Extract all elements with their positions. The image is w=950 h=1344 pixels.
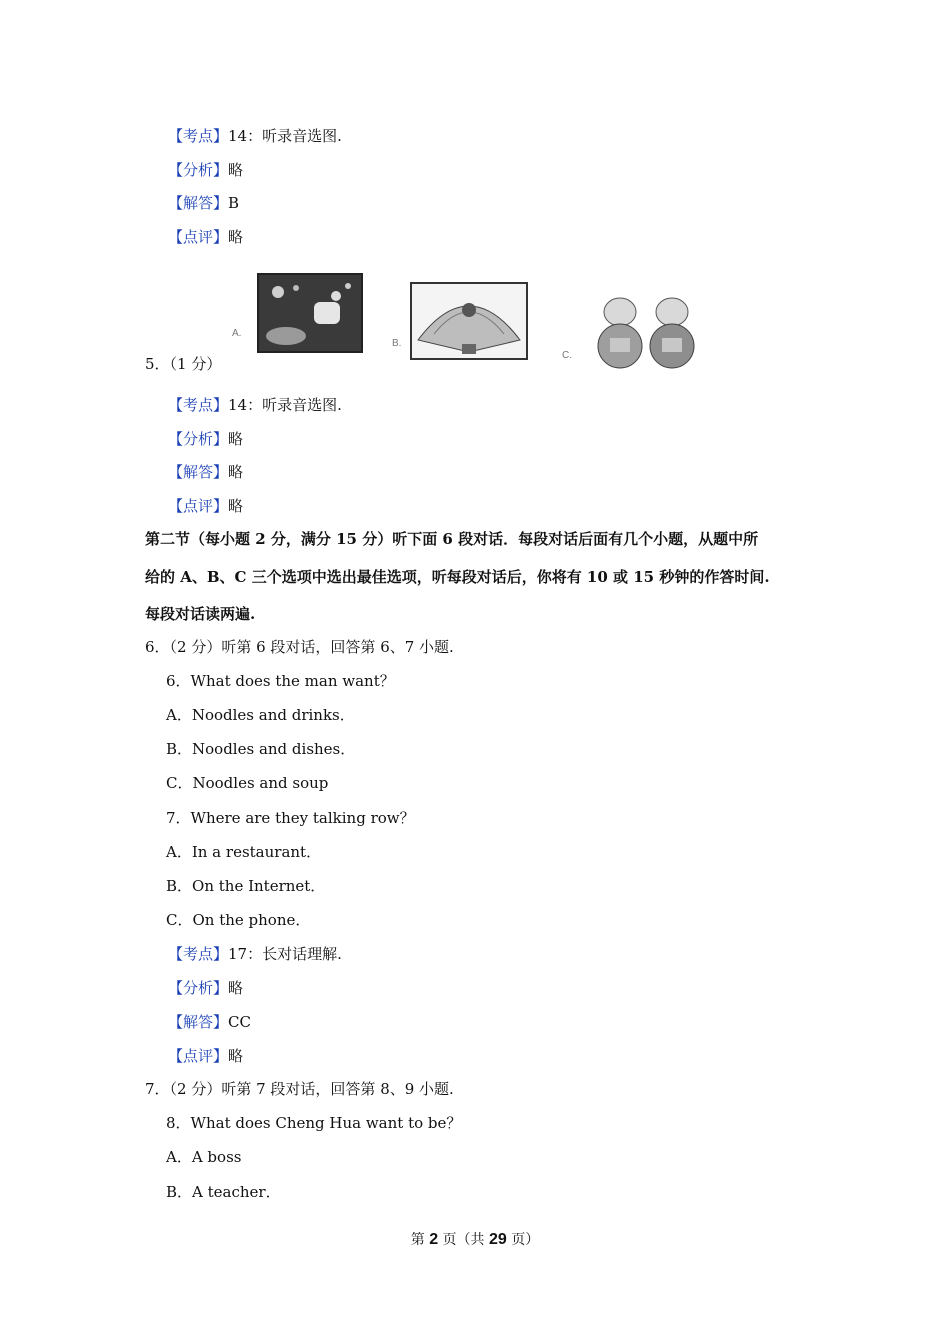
q7-sub8-question: 8．What does Cheng Hua want to be？	[166, 1114, 462, 1132]
q5-dianping: 【点评】略	[168, 497, 244, 515]
q5-option-a-label: A.	[232, 328, 242, 339]
q5-option-b-label: B.	[392, 338, 402, 349]
q6-sub7-question: 7．Where are they talking row？	[166, 809, 415, 827]
q4-kaodian: 【考点】14：听录音选图.	[168, 127, 342, 145]
q6-fenxi: 【分析】略	[168, 979, 244, 997]
clay-dolls-picture	[592, 294, 702, 370]
q6-sub7-option-b: B．On the Internet．	[166, 877, 326, 895]
q7-sub8-option-b: B．A teacher．	[166, 1183, 281, 1201]
lantern-picture	[256, 272, 364, 354]
section2-line1: 第二节（每小题 2 分，满分 15 分）听下面 6 段对话．每段对话后面有几个小题，从题中所	[145, 530, 759, 548]
q7-sub8-option-a: A．A boss	[166, 1148, 242, 1166]
q6-kaodian: 【考点】17：长对话理解.	[168, 945, 342, 963]
q4-dianping: 【点评】略	[168, 228, 244, 246]
q6-sub6-question: 6．What does the man want？	[166, 672, 395, 690]
q4-jieda: 【解答】B	[168, 194, 240, 212]
q5-kaodian: 【考点】14：听录音选图.	[168, 396, 342, 414]
q6-sub7-option-c: C．On the phone．	[166, 911, 311, 929]
q6-dianping: 【点评】略	[168, 1047, 244, 1065]
page-number: 2	[429, 1231, 439, 1248]
q6-sub6-option-a: A．Noodles and drinks．	[166, 706, 355, 724]
q5-fenxi: 【分析】略	[168, 430, 244, 448]
section2-line2: 给的 A、B、C 三个选项中选出最佳选项，听每段对话后，你将有 10 或 15 秒钟的作答时间.	[145, 568, 770, 586]
q5-label: 5．（1 分）	[145, 355, 222, 373]
section2-line3: 每段对话读两遍.	[145, 605, 256, 623]
q4-fenxi: 【分析】略	[168, 161, 244, 179]
total-pages: 29	[489, 1231, 507, 1248]
q6-sub7-option-a: A．In a restaurant．	[166, 843, 322, 861]
q6-sub6-option-b: B．Noodles and dishes．	[166, 740, 356, 758]
fan-picture	[410, 282, 528, 360]
q6-label: 6．（2 分）听第 6 段对话，回答第 6、7 小题.	[145, 638, 454, 656]
q5-jieda: 【解答】略	[168, 463, 244, 481]
q7-label: 7．（2 分）听第 7 段对话，回答第 8、9 小题.	[145, 1080, 454, 1098]
q6-sub6-option-c: C．Noodles and soup	[166, 774, 329, 792]
q5-image-options	[232, 268, 702, 370]
page-footer: 第 2 页（共 29 页）	[410, 1231, 540, 1248]
q5-option-c-label: C.	[562, 350, 572, 361]
q6-jieda: 【解答】CC	[168, 1013, 251, 1031]
